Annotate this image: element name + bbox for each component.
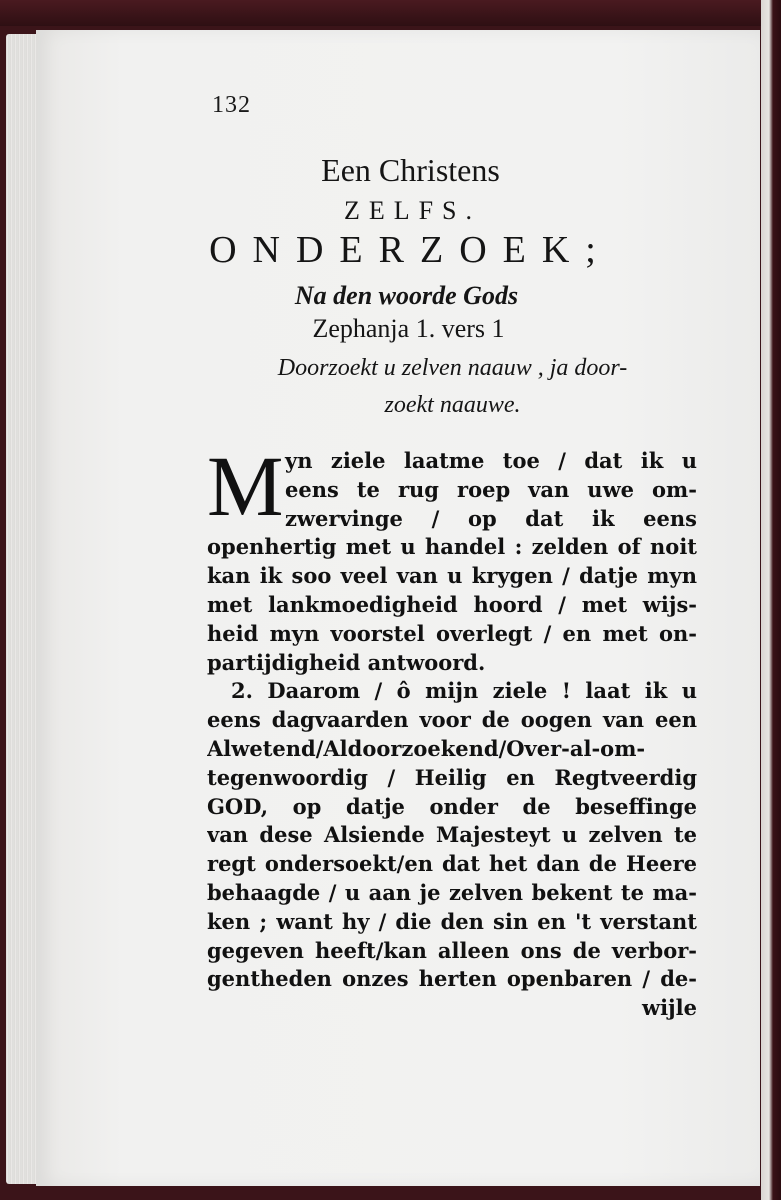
text-line: eens te rug roep van uwe om-: [285, 476, 697, 502]
text-line: Alwetend/Aldoorzoekend/Over-al-om-: [207, 735, 646, 761]
title-line-5: Zephanja 1. vers 1: [312, 314, 505, 343]
page-number: 132: [212, 92, 251, 118]
text-line: yn ziele laatme toe / dat ik u: [285, 448, 697, 473]
title-line-1: Een Christens: [321, 152, 500, 188]
text-line: van dese Alsiende Majesteyt u zelven te: [207, 822, 697, 848]
title-line-3: ONDERZOEK;: [209, 229, 612, 271]
text-line: GOD, op datje onder de beseffinge: [207, 793, 697, 819]
body-paragraph: [207, 438, 697, 1023]
text-line: eens dagvaarden voor de oogen van een: [207, 707, 697, 733]
motto: [200, 350, 705, 424]
text-line: heid myn voorstel overlegt / en met on-: [207, 620, 697, 646]
text-line: regt ondersoekt/en dat het dan de Heere: [207, 851, 697, 877]
text-line: ken ; want hy / die den sin en 't verstant: [207, 908, 697, 934]
text-line: zwervinge / op dat ik eens: [285, 505, 697, 531]
motto-line: Doorzoekt u zelven naauw , ja door-: [277, 355, 628, 381]
text-line: partijdigheid antwoord.: [207, 649, 486, 675]
text-line: met lankmoedigheid hoord / met wijs-: [207, 591, 697, 617]
catchword: wijle: [642, 995, 697, 1021]
title-line-4: Na den woorde Gods: [294, 281, 519, 310]
text-line: kan ik soo veel van u krygen / datje myn: [207, 563, 697, 589]
text-line: gentheden onzes herten openbaren / de-: [207, 966, 697, 992]
text-line: behaagde / u aan je zelven bekent te ma-: [207, 879, 697, 905]
title-line-2: ZELFS.: [343, 196, 482, 225]
text-line: openhertig met u handel : zelden of noit: [207, 534, 697, 560]
text-line: tegenwoordig / Heilig en Regtveerdig: [207, 764, 697, 790]
drop-cap: M: [207, 438, 284, 534]
book-cover-top: [0, 0, 781, 26]
text-line: gegeven heeft/kan alleen ons de verbor-: [207, 937, 697, 963]
motto-line: zoekt naauwe.: [384, 392, 521, 418]
text-line: 2. Daarom / ô mijn ziele ! laat ik u: [231, 678, 697, 704]
